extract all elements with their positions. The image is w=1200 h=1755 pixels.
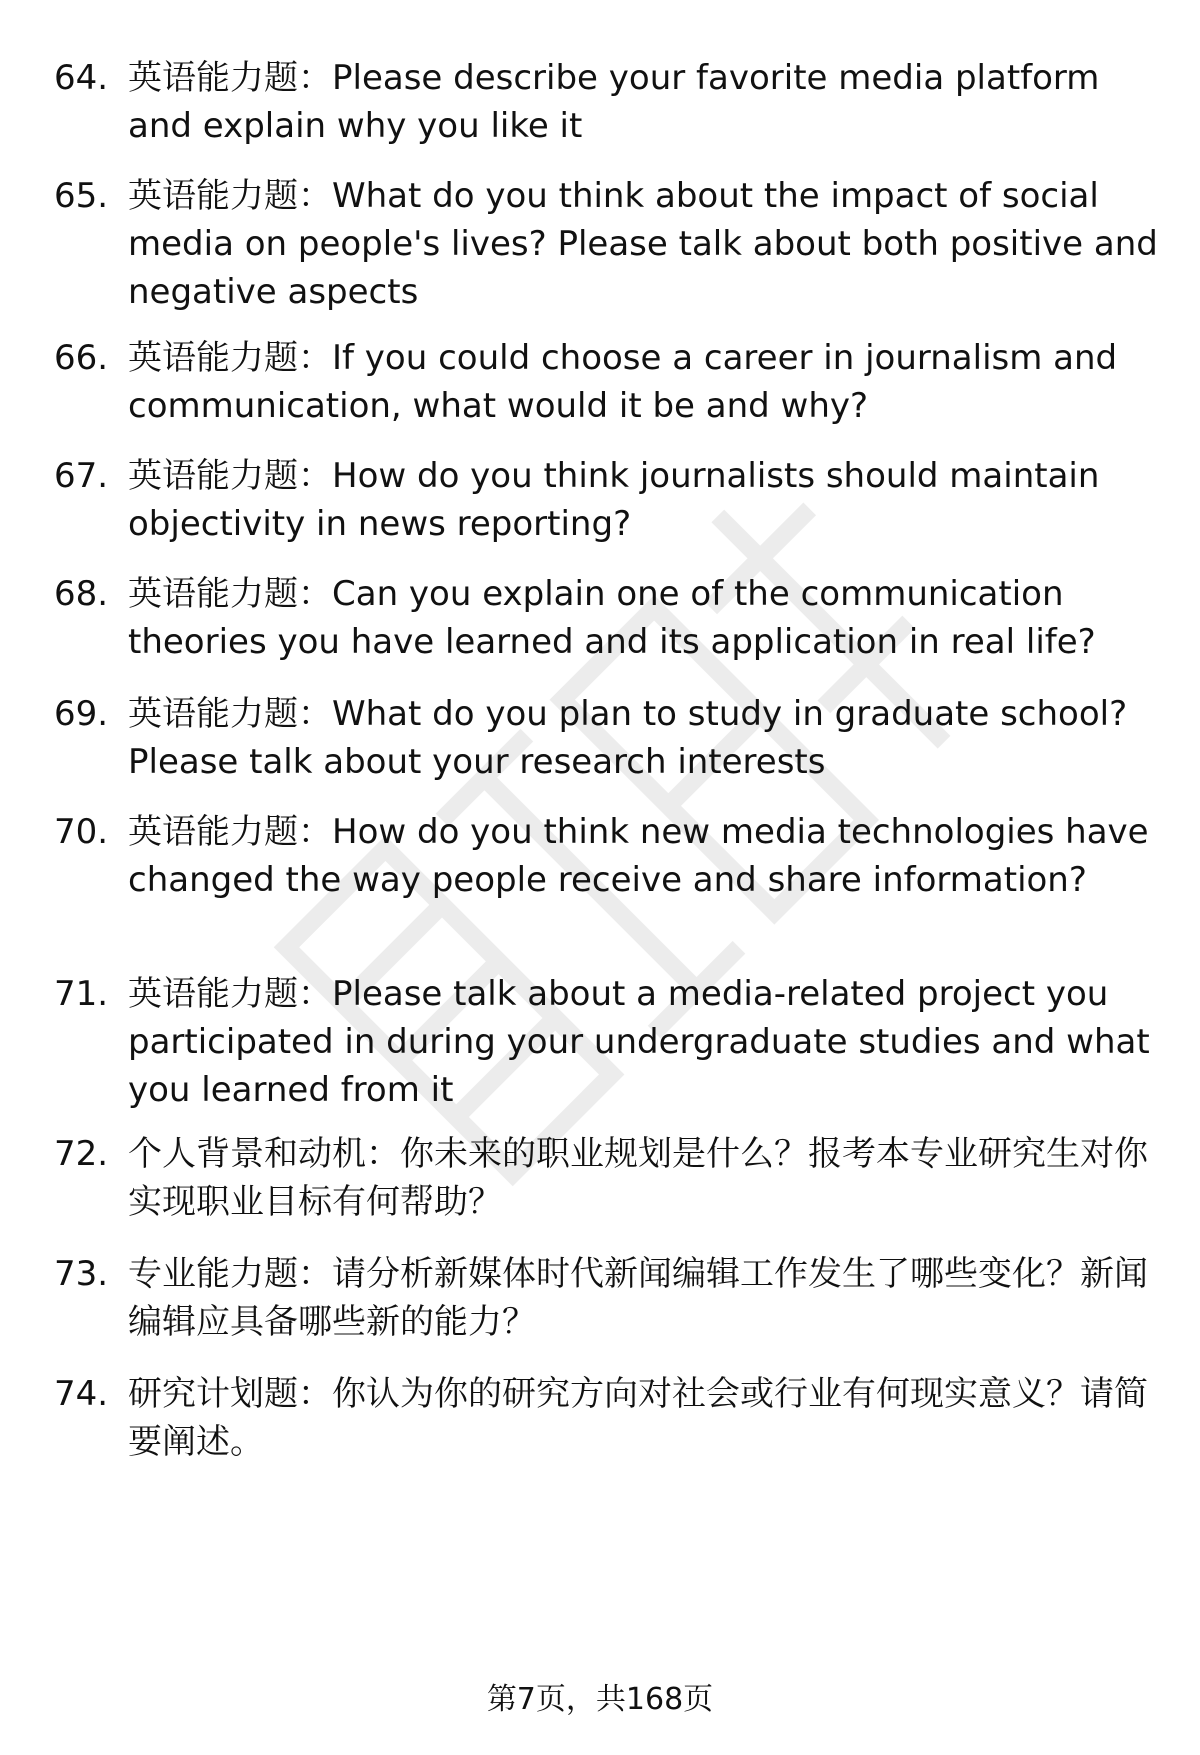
question-text: 英语能力题：What do you plan to study in graduate school? Please talk about your research interests [128, 694, 1128, 782]
question-71 [54, 970, 1164, 1114]
question-number: 71. [54, 974, 109, 1014]
question-68 [54, 570, 1164, 666]
question-number: 68. [54, 574, 109, 614]
question-text: 研究计划题：你认为你的研究方向对社会或行业有何现实意义？请简要阐述。 [128, 1374, 1148, 1462]
question-number: 72. [54, 1134, 109, 1174]
question-text: 英语能力题：What do you think about the impact of social media on people's lives? Please talk about both positive and negative aspects [128, 176, 1158, 312]
question-number: 69. [54, 694, 109, 734]
question-69 [54, 690, 1164, 786]
question-65 [54, 172, 1164, 316]
question-text: 英语能力题：How do you think journalists should maintain objectivity in news reporting? [128, 456, 1100, 544]
question-64 [54, 54, 1164, 150]
question-74 [54, 1370, 1164, 1466]
page-number: 第7页，共168页 [486, 1682, 714, 1717]
question-text: 专业能力题：请分析新媒体时代新闻编辑工作发生了哪些变化？新闻编辑应具备哪些新的能力？ [128, 1254, 1148, 1342]
question-text: 英语能力题：Can you explain one of the communication theories you have learned and its application in real life? [128, 574, 1096, 662]
question-number: 74. [54, 1374, 109, 1414]
question-73 [54, 1250, 1164, 1346]
question-66 [54, 334, 1164, 430]
question-number: 67. [54, 456, 109, 496]
question-number: 70. [54, 812, 109, 852]
question-number: 64. [54, 58, 109, 98]
question-text: 英语能力题：If you could choose a career in journalism and communication, what would it be and why? [128, 338, 1118, 426]
question-text: 英语能力题：Please describe your favorite media platform and explain why you like it [128, 58, 1100, 146]
question-text: 英语能力题：Please talk about a media-related project you participated in during your undergraduate studies and what you learned from it [128, 974, 1150, 1110]
question-number: 73. [54, 1254, 109, 1294]
question-67 [54, 452, 1164, 548]
question-number: 65. [54, 176, 109, 216]
question-number: 66. [54, 338, 109, 378]
question-72 [54, 1130, 1164, 1226]
question-70 [54, 808, 1164, 904]
question-text: 英语能力题：How do you think new media technologies have changed the way people receive and share information? [128, 812, 1149, 900]
question-text: 个人背景和动机：你未来的职业规划是什么？报考本专业研究生对你实现职业目标有何帮助？ [128, 1134, 1148, 1222]
